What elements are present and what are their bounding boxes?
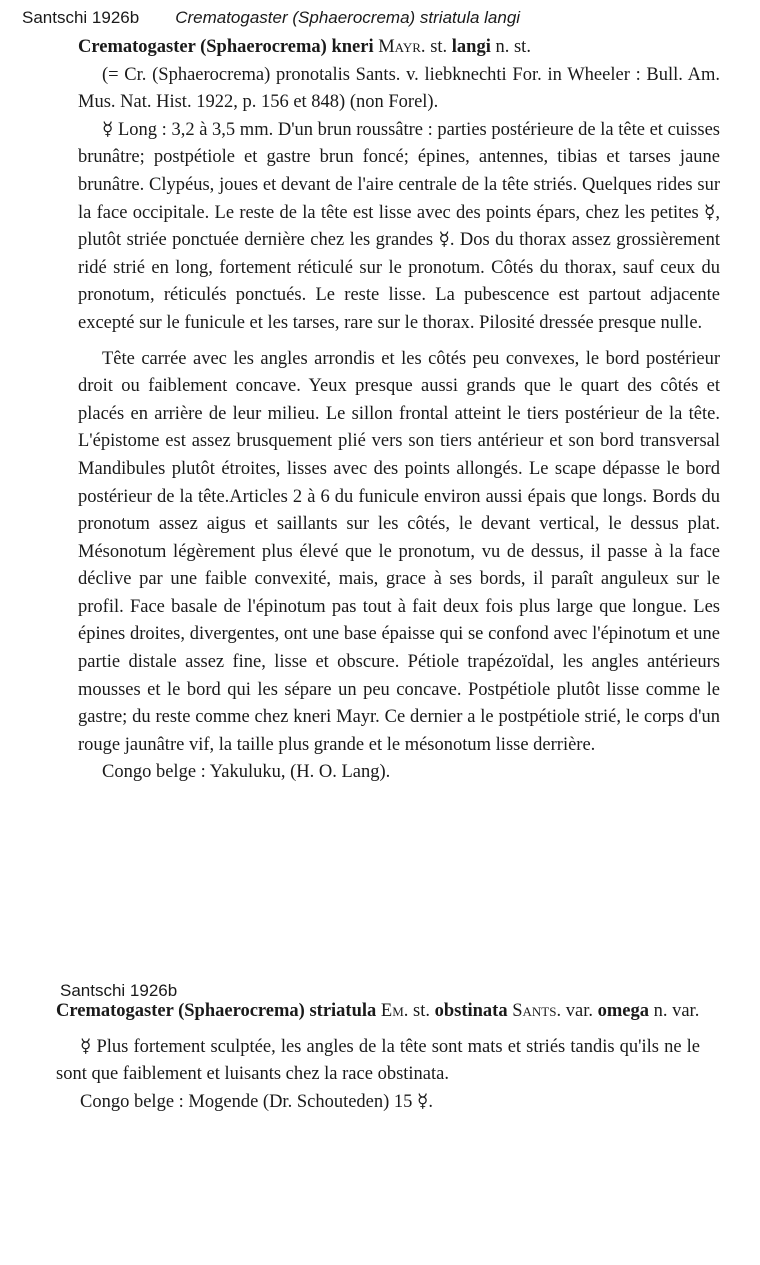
synonymy-paragraph: (= Cr. (Sphaerocrema) pronotalis Sants. v. liebknechti For. in Wheeler : Bull. Am. Mus. Nat. Hist. 1922, p. 156 et 848) (non Forel). [78, 64, 720, 113]
taxon-rank: st. [413, 1001, 430, 1021]
description-paragraph: ☿ Plus fortement sculptée, les angles de la tête sont mats et striés tandis qu'ils ne le sont que faiblement et luisants chez la race obstinata. [56, 1036, 700, 1085]
running-header [22, 8, 520, 28]
description-paragraph: ☿ Long : 3,2 à 3,5 mm. D'un brun roussâtre : parties postérieure de la tête et cuisses brunâtre; postpétiole et gastre brun foncé; épines, antennes, tibias et tarses jaune brunâtre. Clypéus, joues et devant de l'aire centrale de la tête striés. Quelques rides sur la face occipitale. Le reste de la tête est lisse avec des points épars, chez les petites ☿, plutôt striée ponctuée dernière chez les grandes ☿. Dos du thorax assez grossièrement ridé strié en long, fortement réticulé sur le pronotum. Côtés du thorax, sauf ceux du pronotum, réticulés ponctués. Le reste lisse. La pubescence est partout adjacente excepté sur le funicule et les tarses, rare sur le thorax. Pilosité dressée presque nulle. [78, 119, 720, 333]
morphology-paragraph: Tête carrée avec les angles arrondis et les côtés peu convexes, le bord postérieur droit ou faiblement concave. Yeux presque aussi grands que le quart des côtés et placés en arrière de leur milieu. Le sillon frontal atteint le tiers postérieur de la tête. L'épistome est assez brusquement plié vers son tiers antérieur et son bord transversal Mandibules plutôt étroites, lisses avec des points allongés. Le scape dépasse le bord postérieur de la tête.Articles 2 à 6 du funicule environ aussi épais que longs. Bords du pronotum assez aigus et saillants sur les côtés, le devant vertical, le dessus plat. Mésonotum légèrement plus élevé que le pronotum, vu de dessus, il passe à la face déclive par une faible convexité, mais, grace à ses bords, il paraît anguleux sur le profil. Face basale de l'épinotum pas tout à fait deux fois plus large que longue. Les épines droites, divergentes, ont une base épaisse qui se confond avec l'épinotum et une partie distale assez fine, lisse et obscure. Pétiole trapézoïdal, les angles antérieurs mousses et le bord qui les sépare un peu concave. Postpétiole plutôt lisse comme le gastre; du reste comme chez kneri Mayr. Ce dernier a le postpétiole strié, le corps d'un rouge jaunâtre vif, la taille plus grande et le mésonotum lisse derrière. [78, 348, 720, 755]
locality-line: Congo belge : Yakuluku, (H. O. Lang). [102, 762, 391, 783]
taxon-status: n. st. [495, 37, 531, 57]
taxon-genus: Crematogaster (Sphaerocrema) striatula [56, 1001, 377, 1021]
header-species: Crematogaster (Sphaerocrema) striatula langi [175, 8, 521, 27]
entry-langi [78, 34, 720, 787]
taxon-author: Mayr. [378, 37, 426, 57]
taxon-status: n. var. [653, 1001, 700, 1021]
taxon-rank: st. [430, 37, 448, 57]
taxon-rank-2: var. [565, 1001, 593, 1021]
entry-omega [56, 998, 700, 1116]
taxon-genus: Crematogaster (Sphaerocrema) kneri [78, 37, 374, 57]
taxon-name: obstinata [434, 1001, 508, 1021]
taxon-author-2: Sants. [512, 1001, 562, 1021]
header-citation: Santschi 1926b [22, 8, 140, 27]
taxon-author: Em. [380, 1001, 409, 1021]
locality-line: Congo belge : Mogende (Dr. Schouteden) 15 ☿. [80, 1091, 434, 1112]
taxon-name-2: omega [597, 1001, 649, 1021]
taxon-name: langi [451, 37, 491, 57]
entry-title [56, 998, 700, 1026]
section-citation: Santschi 1926b [60, 981, 178, 1000]
entry-title [78, 34, 720, 62]
